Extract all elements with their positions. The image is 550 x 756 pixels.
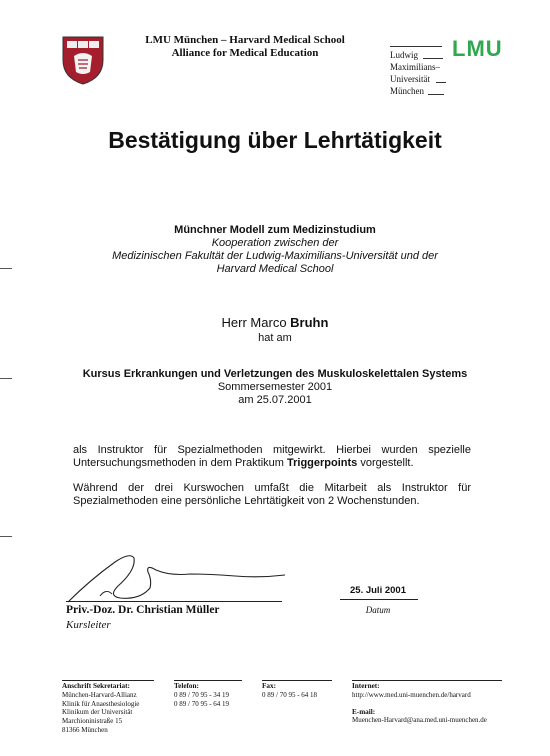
- footer-phone-line: 0 89 / 70 95 - 34 19: [174, 690, 230, 699]
- coop-line-2: Medizinischen Fakultät der Ludwig-Maximilians-Universität und der: [112, 250, 438, 262]
- footer-address-line: 81366 München: [62, 725, 108, 734]
- hat-am: hat am: [258, 332, 292, 344]
- header-title: [120, 34, 370, 60]
- harvard-crest-logo: [60, 34, 106, 86]
- footer-address-line: Marchioninistraße 15: [62, 717, 123, 726]
- coop-line-3: Harvard Medical School: [216, 263, 334, 275]
- course-name: Kursus Erkrankungen und Verletzungen des Muskuloskelettalen Systems: [82, 368, 468, 380]
- footer-address: [62, 682, 167, 735]
- divider: [390, 46, 442, 47]
- signature-line: [66, 601, 282, 602]
- lmu-logo: LMU: [452, 36, 503, 61]
- signature-drawing: [60, 540, 360, 610]
- date-line: [340, 599, 418, 600]
- body-p1-text: als Instruktor für Spezialmethoden mitgewirkt. Hierbei wurden spezielle Untersuchungsmethoden in dem Praktikum: [73, 444, 471, 469]
- header-line-2: Alliance for Medical Education: [171, 47, 319, 59]
- footer-email-link[interactable]: Muenchen-Harvard@ana.med.uni-muenchen.de: [352, 716, 487, 725]
- header-line-1: LMU München – Harvard Medical School: [145, 34, 345, 46]
- program-name: Münchner Modell zum Medizinstudium: [174, 224, 376, 236]
- footer-phone-line: 0 89 / 70 95 - 64 19: [174, 699, 230, 708]
- course-semester: Sommersemester 2001: [217, 381, 333, 393]
- footer-internet: [352, 682, 522, 725]
- page-title: Bestätigung über Lehrtätigkeit: [108, 127, 442, 153]
- body-p1-end: vorgestellt.: [357, 457, 414, 469]
- footer-phone-heading: Telefon:: [174, 682, 199, 690]
- body-paragraph-1: [73, 444, 471, 470]
- divider: [436, 82, 446, 83]
- footer-internet-heading: Internet:: [352, 682, 380, 690]
- body-paragraph-2: Während der drei Kurswochen umfaßt die Mitarbeit als Instruktor für Spezialmethoden eine persönliche Lehrtätigkeit von 2 Wochenstunden.: [73, 482, 471, 507]
- footer-address-line: Klinikum der Universität: [62, 708, 133, 717]
- footer-address-line: Klinik für Anaesthesiologie: [62, 699, 140, 708]
- footer-rule: [174, 680, 242, 681]
- lmu-line-maximilians: Maximilians–: [390, 62, 440, 72]
- course-date: am 25.07.2001: [238, 394, 312, 406]
- footer-fax-line: 0 89 / 70 95 - 64 18: [262, 690, 318, 699]
- date-label: Datum: [365, 605, 391, 615]
- person-surname: Bruhn: [290, 315, 329, 330]
- footer-email-heading: E-mail:: [352, 707, 376, 716]
- lmu-logo-block: [390, 36, 530, 106]
- signatory-role: Kursleiter: [66, 619, 111, 631]
- signatory-name: Priv.-Doz. Dr. Christian Müller: [66, 604, 220, 616]
- fold-mark: [0, 378, 12, 379]
- fold-mark: [0, 268, 12, 269]
- footer-address-heading: Anschrift Sekretariat:: [62, 682, 130, 690]
- footer-address-line: München-Harvard-Allianz: [62, 690, 137, 699]
- footer-fax: [262, 682, 342, 700]
- lmu-line-ludwig: Ludwig: [390, 50, 418, 60]
- coop-line-1: Kooperation zwischen der: [211, 237, 339, 249]
- footer-rule: [262, 680, 332, 681]
- divider: [423, 58, 443, 59]
- person-salutation: Herr Marco: [221, 315, 291, 330]
- person-name: [0, 315, 550, 330]
- fold-mark: [0, 536, 12, 537]
- divider: [428, 94, 444, 95]
- lmu-line-muenchen: München: [390, 86, 424, 96]
- footer-internet-link[interactable]: http://www.med.uni-muenchen.de/harvard: [352, 690, 471, 699]
- body-p1-bold: Triggerpoints: [287, 457, 358, 469]
- footer-fax-heading: Fax:: [262, 682, 276, 690]
- lmu-line-universitaet: Universität: [390, 74, 430, 84]
- footer-rule: [62, 680, 154, 681]
- signature-date: 25. Juli 2001: [350, 585, 406, 596]
- footer-phone: [174, 682, 254, 708]
- footer-rule: [352, 680, 502, 681]
